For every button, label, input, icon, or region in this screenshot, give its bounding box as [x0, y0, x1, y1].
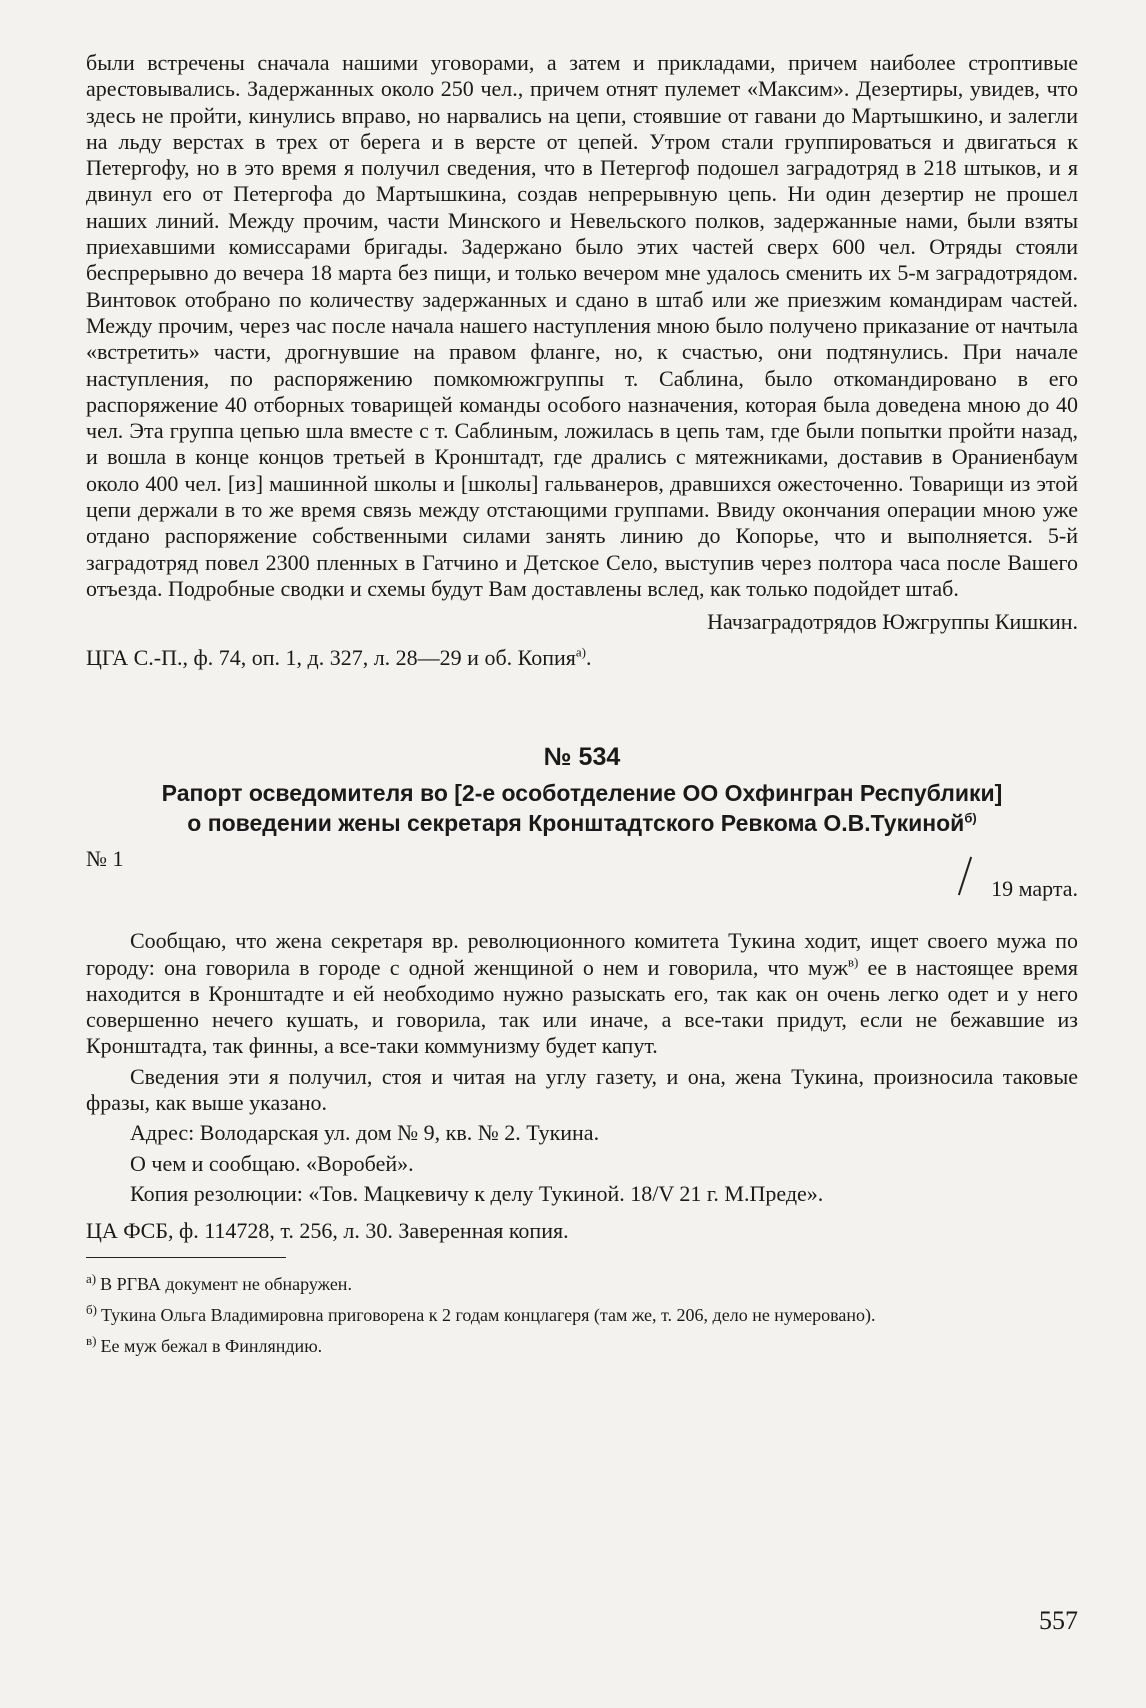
report-archive-reference: ЦА ФСБ, ф. 114728, т. 256, л. 30. Заверенная копия. — [86, 1218, 569, 1244]
report-closing: О чем и сообщаю. «Воробей». — [130, 1150, 414, 1176]
report-date: 19 марта. — [991, 876, 1078, 902]
report-number: № 1 — [86, 846, 124, 872]
footnote-mark-v: в) — [847, 954, 859, 970]
document-title — [86, 778, 1078, 838]
report-address: Адрес: Володарская ул. дом № 9, кв. № 2. Тукина. — [130, 1120, 600, 1146]
footnote-a-mark: а) — [86, 1271, 97, 1287]
report-paragraph-2: Сведения эти я получил, стоя и читая на углу газету, и она, жена Тукина, произносила таковые фразы, как выше указано. — [86, 1063, 1078, 1116]
footnote-v-text: Ее муж бежал в Финляндию. — [100, 1336, 323, 1357]
report-paragraph-1-part-b: ее в настоящее время находится в Кронштадте и ей необходимо нужно разыскать его, так как он очень легко одет и у него совершенно нечего кушать, и говорила, так или иначе, а все-таки придут, если не бежавшие из Кронштадта, так финны, а все-таки коммунизму будет капут. — [86, 954, 1078, 1059]
report-resolution: Копия резолюции: «Тов. Мацкевичу к делу Тукиной. 18/V 21 г. М.Преде». — [130, 1180, 824, 1206]
footnote-v-mark: в) — [86, 1333, 97, 1349]
report-paragraph-1 — [86, 928, 1078, 1059]
report-body — [86, 928, 1078, 1207]
footnote-b — [86, 1299, 1078, 1326]
report-header — [86, 846, 1078, 916]
page-number: 557 — [1039, 1606, 1078, 1635]
archive-reference: ЦГА С.-П., ф. 74, оп. 1, д. 327, л. 28—29 и об. Копия$^{а)}$. — [86, 644, 592, 671]
footnote-mark-a: а) — [575, 644, 587, 660]
document-title-line2: о поведении жены секретаря Кронштадтского Ревкома О.В.Тукиной — [187, 810, 965, 837]
footnote-divider — [86, 1257, 286, 1258]
report-paragraph-1-part-a: Сообщаю, что жена секретаря вр. революционного комитета Тукина ходит, ищет своего мужа по городу: она говорила в городе с одной женщиной о нем и говорила, что муж — [86, 928, 1078, 980]
document-page — [86, 50, 1078, 1361]
footnote-a-text: В РГВА документ не обнаружен. — [100, 1274, 352, 1295]
footnote-mark-b: б) — [964, 810, 977, 826]
footnote-b-mark: б) — [86, 1302, 97, 1318]
continuation-paragraph: были встречены сначала нашими уговорами, а затем и прикладами, причем наиболее строптивые арестовывались. Задержанных около 250 чел., причем отнят пулемет «Максим». Дезертиры, увидев, что здесь не пройти, кинулись вправо, но нарвались на цепи, стоявшие от гавани до Мартышкино, и залегли на льду верстах в трех от берега и в версте от цепей. Утром стали группироваться и двигаться к Петергофу, но в это время я получил сведения, что в Петергоф подошел заградотряд в 218 штыков, и я двинул его от Петергофа до Мартышкина, создав непрерывную цепь. Ни один дезертир не прошел наших линий. Между прочим, части Минского и Невельского полков, задержанные нами, были взяты приехавшими комиссарами бригады. Задержано было этих частей сверх 600 чел. Отряды стояли беспрерывно до вечера 18 марта без пищи, и только вечером мне удалось сменить их 5-м заградотрядом. Винтовок отобрано по количеству задержанных и сдано в штаб или же приезжим командирам частей. Между прочим, через час после начала нашего наступления мною было получено приказание от начтыла «встретить» части, дрогнувшие на правом фланге, но, к счастью, они подтянулись. При начале наступления, по распоряжению помкомюжгруппы т. Саблина, было откомандировано в его распоряжение 40 отборных товарищей команды особого назначения, которая была доведена мною до 40 чел. Эта группа цепью шла вместе с т. Саблиным, ложилась в цепь там, где были попытки пройти назад, и вошла в конце концов третьей в Кронштадт, где дрались с мятежниками, доставив в Ораниенбаум около 400 чел. [из] машинной школы и [школы] гальванеров, дравшихся ожесточенно. Товарищи из этой цепи держали в то же время связь между отстающими группами. Ввиду окончания операции мною уже отдано распоряжение собственными силами занять линию до Копорье, что и выполняется. 5-й заградотряд повел 2300 пленных в Гатчино и Детское Село, выступив через полтора часа после Вашего отъезда. Подробные сводки и схемы будут Вам доставлены вслед, как только подойдет штаб. — [86, 50, 1078, 601]
signature: Начзаградотрядов Южгруппы Кишкин. — [707, 609, 1078, 635]
footnote-b-text: Тукина Ольга Владимировна приговорена к 2 годам концлагеря (там же, т. 206, дело не нумеровано). — [100, 1305, 876, 1326]
document-number: № 534 — [543, 743, 621, 772]
footnote-a — [86, 1268, 1078, 1295]
document-title-line1: Рапорт осведомителя во [2-е особотделение ОО Охфингран Республики] — [161, 780, 1003, 807]
footnote-v — [86, 1330, 1078, 1357]
archive-text: ЦГА С.-П., ф. 74, оп. 1, д. 327, л. 28—29 и об. Копия — [86, 645, 576, 671]
handwritten-slash — [958, 857, 972, 896]
